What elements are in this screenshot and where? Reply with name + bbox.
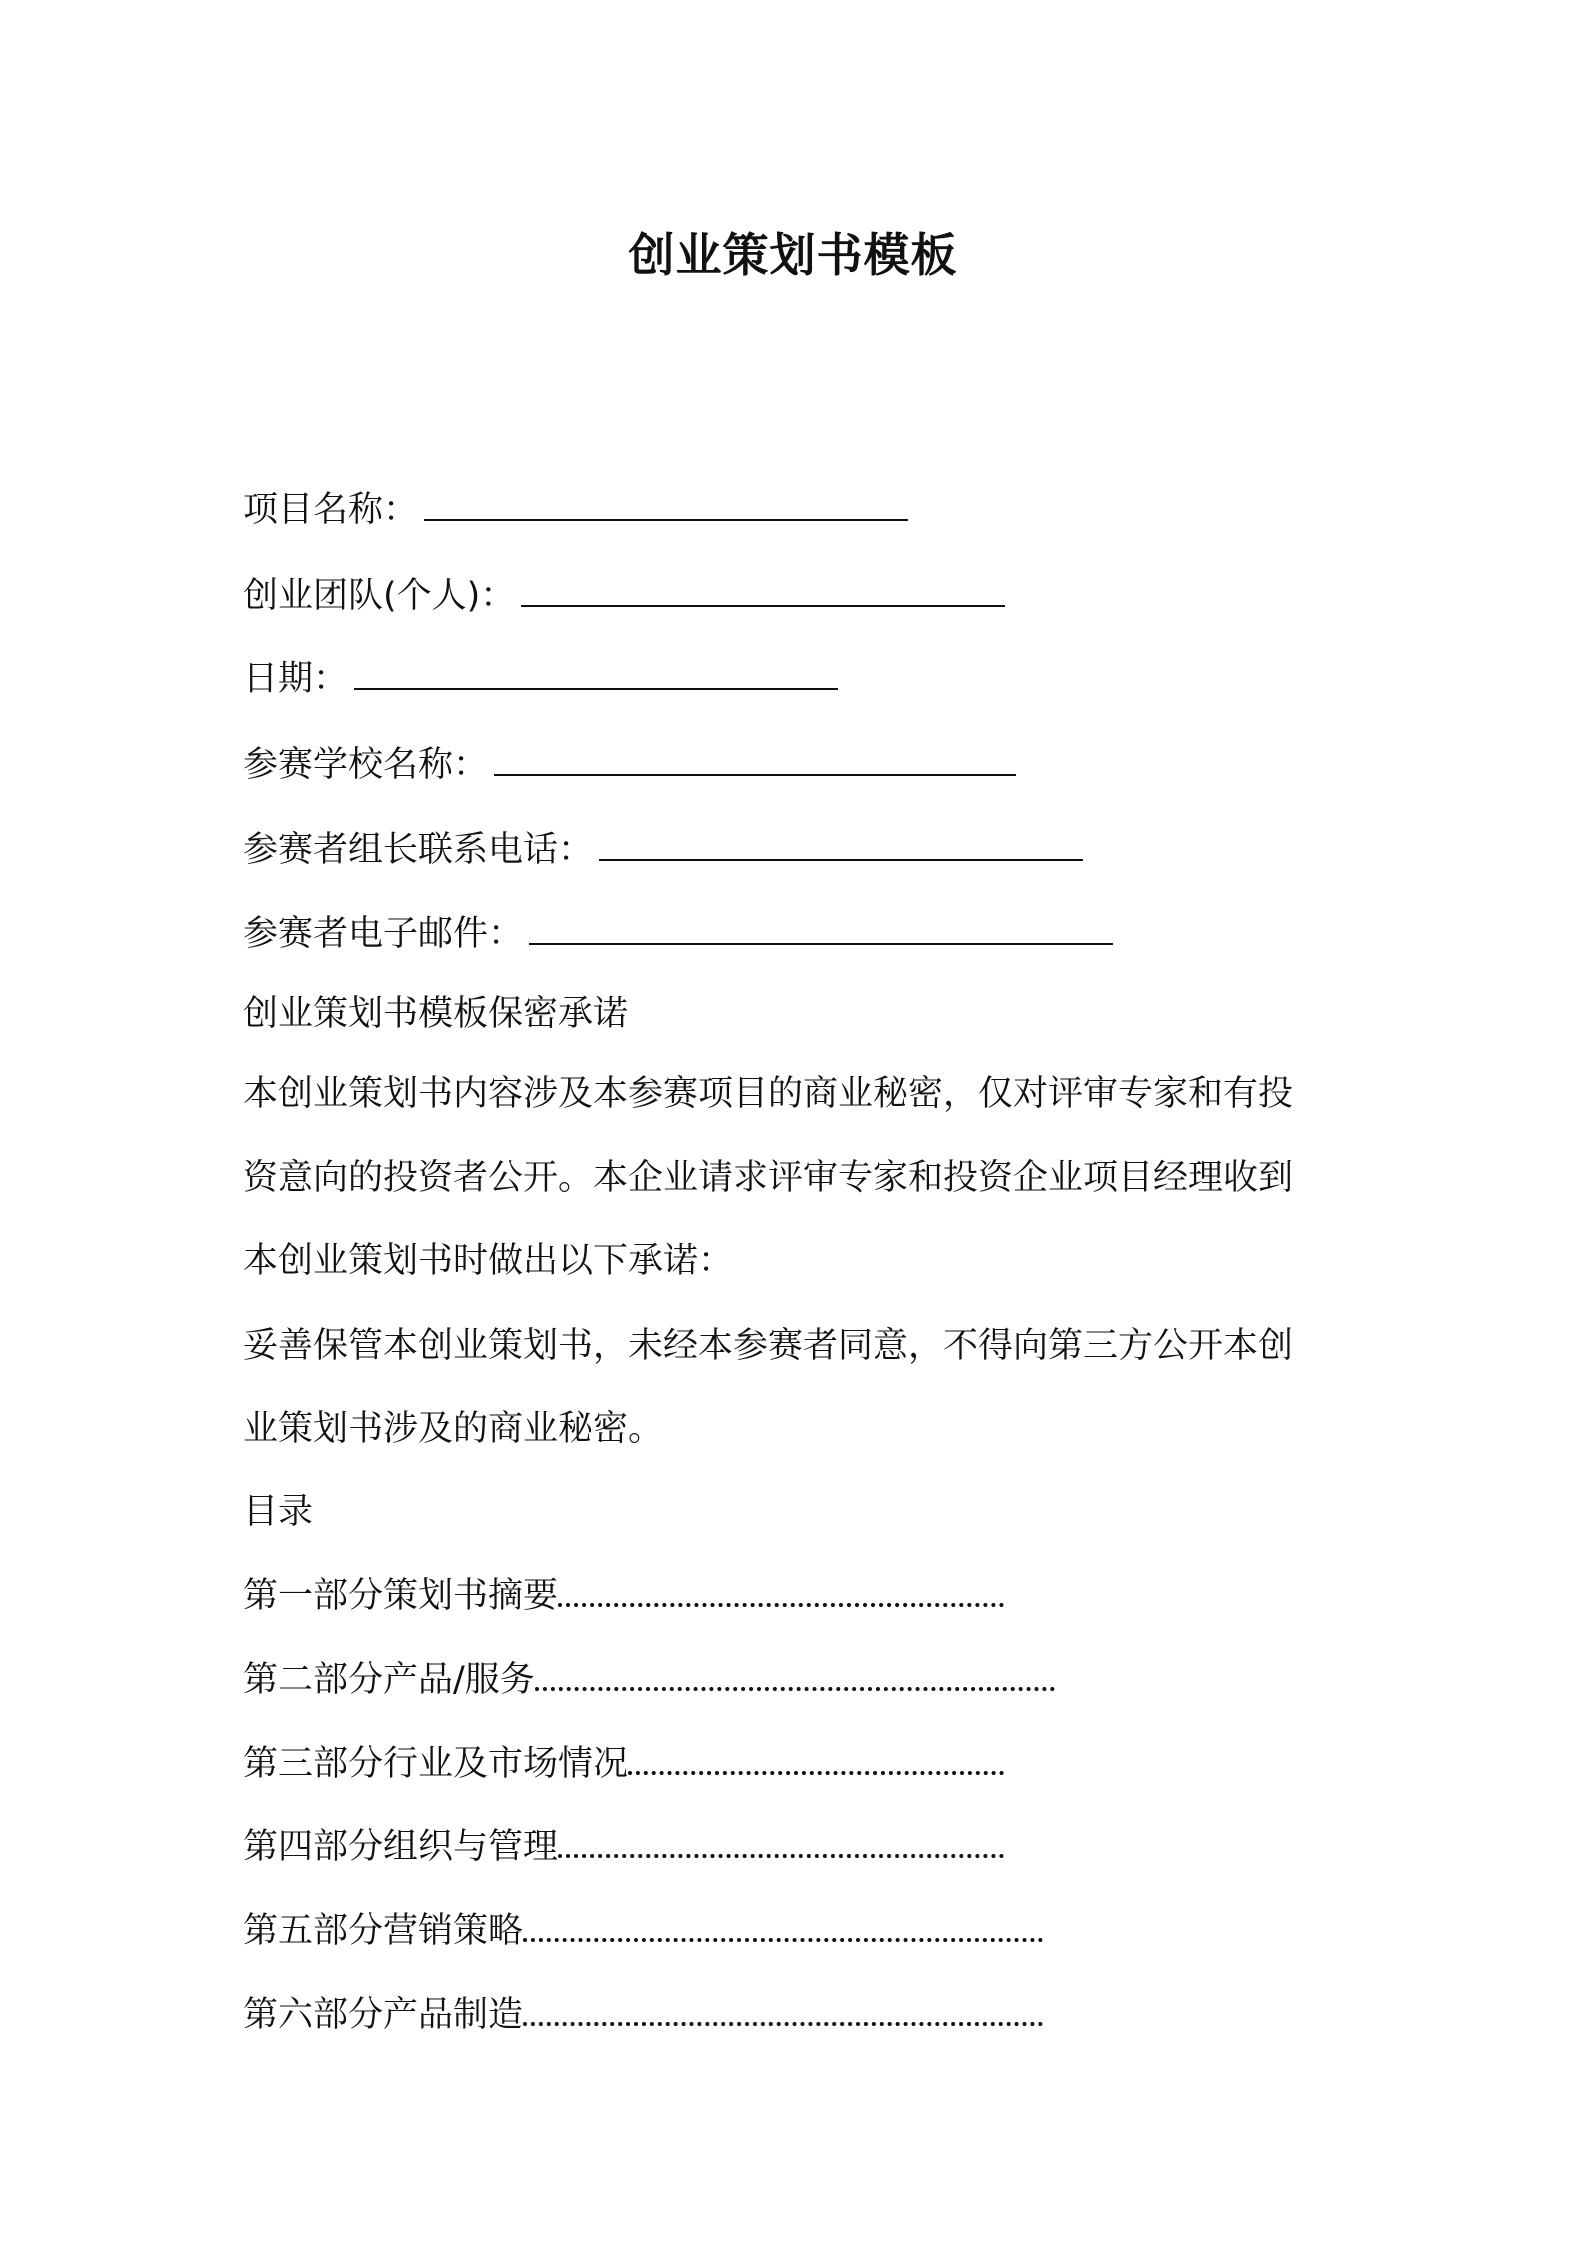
field-label: 参赛学校名称：	[243, 745, 489, 785]
fill-in-blank[interactable]	[521, 577, 1005, 607]
toc-item-label: 第三部分行业及市场情况	[243, 1744, 629, 1784]
fill-in-blank[interactable]	[529, 915, 1113, 945]
field-label: 项目名称：	[243, 490, 419, 530]
toc-item-label: 第五部分营销策略	[243, 1911, 524, 1951]
field-team	[243, 572, 1005, 620]
document-title: 创业策划书模板	[628, 228, 958, 282]
paragraph-line: 妥善保管本创业策划书，未经本参赛者同意，不得向第三方公开本创	[243, 1326, 1294, 1366]
toc-item[interactable]	[243, 1740, 1004, 1788]
paragraph-line: 本创业策划书时做出以下承诺：	[243, 1241, 734, 1281]
toc-item-label: 第四部分组织与管理	[243, 1827, 559, 1867]
field-project-name	[243, 486, 908, 534]
toc-item[interactable]	[243, 1907, 1043, 1955]
paragraph-line: 资意向的投资者公开。本企业请求评审专家和投资企业项目经理收到	[243, 1158, 1294, 1198]
toc-item-label: 第六部分产品制造	[243, 1995, 524, 2035]
fill-in-blank[interactable]	[424, 491, 908, 521]
toc-leader-dots	[535, 1663, 1055, 1691]
field-email	[243, 910, 1113, 958]
field-date	[243, 655, 838, 703]
confidentiality-heading: 创业策划书模板保密承诺	[243, 994, 629, 1034]
toc-item[interactable]	[243, 1656, 1055, 1704]
field-school-name	[243, 741, 1016, 789]
fill-in-blank[interactable]	[599, 831, 1083, 861]
toc-item-label: 第二部分产品/服务	[243, 1660, 535, 1700]
field-label: 参赛者电子邮件：	[243, 914, 524, 954]
toc-leader-dots	[523, 1998, 1043, 2026]
paragraph-line: 本创业策划书内容涉及本参赛项目的商业秘密，仅对评审专家和有投	[243, 1074, 1294, 1114]
toc-leader-dots	[523, 1914, 1043, 1942]
field-label: 参赛者组长联系电话：	[243, 830, 594, 870]
paragraph-line: 业策划书涉及的商业秘密。	[243, 1409, 664, 1449]
toc-item[interactable]	[243, 1991, 1043, 2039]
toc-item[interactable]	[243, 1823, 1004, 1871]
toc-leader-dots	[558, 1579, 1004, 1607]
toc-heading: 目录	[243, 1492, 314, 1532]
toc-leader-dots	[558, 1830, 1004, 1858]
toc-item[interactable]	[243, 1572, 1004, 1620]
field-label: 日期：	[243, 659, 349, 699]
fill-in-blank[interactable]	[354, 660, 838, 690]
toc-item-label: 第一部分策划书摘要	[243, 1576, 559, 1616]
field-label: 创业团队(个人)：	[243, 576, 516, 616]
field-leader-phone	[243, 826, 1083, 874]
toc-leader-dots	[628, 1747, 1004, 1775]
fill-in-blank[interactable]	[494, 746, 1016, 776]
